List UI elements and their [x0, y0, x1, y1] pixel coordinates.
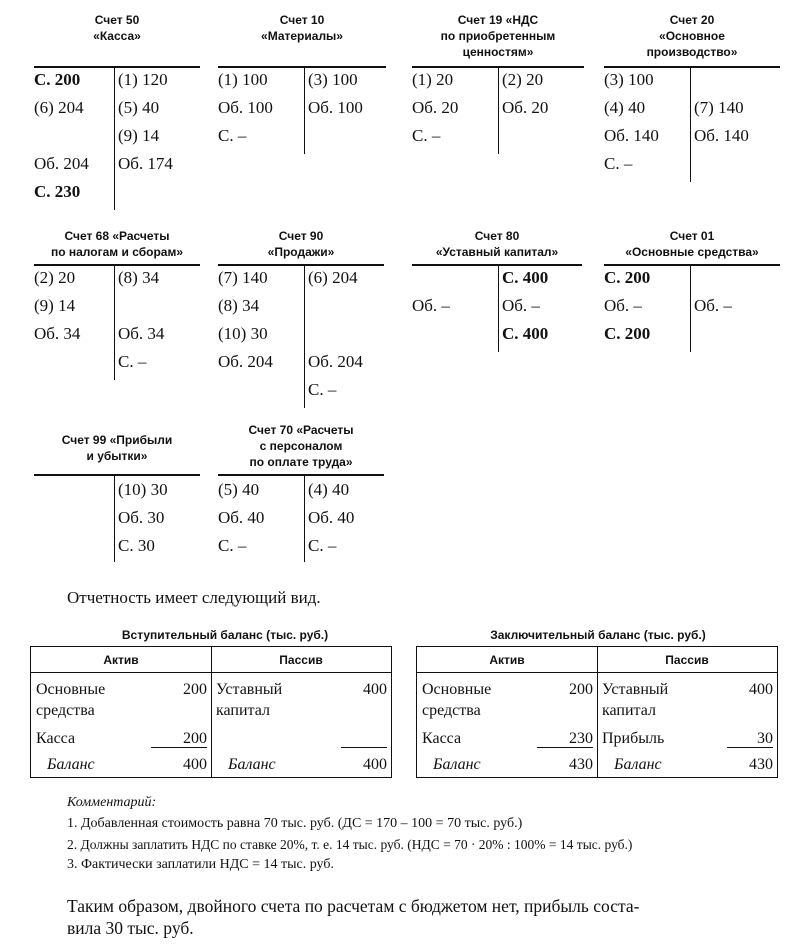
credit-entry: (10) 30 [118, 480, 168, 499]
credit-entry: Об. 30 [118, 508, 165, 527]
credit-entry: С. – [308, 536, 337, 555]
debit-entry: (2) 20 [34, 268, 76, 287]
credit-entry: С. 30 [118, 536, 155, 555]
liability-label: Уставный [602, 681, 669, 698]
credit-entry: Об. 204 [308, 352, 363, 371]
opening-balance-title: Вступительный баланс (тыс. руб.) [121, 628, 329, 642]
debit-entry: С. – [218, 536, 247, 555]
debit-entry: (10) 30 [218, 324, 268, 343]
account-title: Счет 70 «Расчеты с персоналом по оплате труда» [248, 423, 354, 469]
liability-label: Уставный [216, 681, 283, 698]
account-title: Счет 01 «Основные средства» [625, 229, 759, 259]
aktiv-header: Актив [103, 653, 139, 667]
debit-entry: Об. – [412, 296, 450, 315]
credit-entry: Об. 100 [308, 98, 363, 117]
debit-entry: С. 200 [604, 324, 651, 343]
debit-entry: (3) 100 [604, 70, 654, 89]
credit-entry: (7) 140 [694, 98, 744, 117]
debit-entry: (5) 40 [218, 480, 260, 499]
asset-label: Основные [422, 681, 492, 698]
comment-heading: Комментарий: [67, 795, 157, 810]
passiv-header: Пассив [279, 653, 323, 667]
account-title: Счет 99 «Прибыли и убытки» [61, 433, 173, 463]
balance-value: 400 [363, 756, 387, 773]
balance-label: Баланс [614, 756, 662, 773]
debit-entry: (1) 100 [218, 70, 268, 89]
balance-value: 430 [749, 756, 773, 773]
credit-entry: С. 400 [502, 268, 549, 287]
account-title: Счет 90 «Продажи» [267, 229, 335, 259]
credit-entry: С. – [118, 352, 147, 371]
balance-value: 400 [183, 756, 207, 773]
comment-line: 3. Фактически заплатили НДС = 14 тыс. руб. [67, 857, 334, 872]
account-divider [114, 476, 115, 562]
account-top-rule [34, 474, 200, 476]
credit-entry: (8) 34 [118, 268, 160, 287]
closing-balance-table [416, 646, 778, 778]
account-title: Счет 19 «НДС по приобретенным ценностям» [440, 13, 556, 59]
closing-balance-title: Заключительный баланс (тыс. руб.) [490, 628, 706, 642]
debit-entry: (9) 14 [34, 296, 76, 315]
debit-entry: Об. – [604, 296, 642, 315]
asset-label: средства [422, 702, 481, 719]
asset-value: 200 [183, 730, 207, 747]
conclusion-line: Таким образом, двойного счета по расчетам с бюджетом нет, прибыль соста- [67, 896, 640, 916]
asset-label: Основные [36, 681, 106, 698]
liability-label: капитал [216, 702, 270, 719]
debit-entry: С. 200 [34, 70, 81, 89]
debit-entry: Об. 20 [412, 98, 459, 117]
asset-value: 230 [569, 730, 593, 747]
debit-entry: С. – [218, 126, 247, 145]
account-divider [304, 476, 305, 562]
account-title: Счет 10 «Материалы» [261, 13, 343, 43]
account-title: Счет 80 «Уставный капитал» [435, 229, 559, 259]
credit-entry: (4) 40 [308, 480, 350, 499]
credit-entry: (3) 100 [308, 70, 358, 89]
debit-entry: Об. 40 [218, 508, 265, 527]
credit-entry: Об. 140 [694, 126, 749, 145]
account-divider [690, 266, 691, 352]
account-top-rule [218, 474, 384, 476]
credit-entry: (2) 20 [502, 70, 544, 89]
credit-entry: С. – [308, 380, 337, 399]
liability-value: 30 [757, 730, 773, 747]
credit-entry: Об. 20 [502, 98, 549, 117]
debit-entry: (6) 204 [34, 98, 84, 117]
account-title: Счет 68 «Расчеты по налогам и сборам» [50, 229, 184, 259]
credit-entry: (6) 204 [308, 268, 358, 287]
credit-entry: (1) 120 [118, 70, 168, 89]
balance-label: Баланс [433, 756, 481, 773]
account-title: Счет 50 «Касса» [93, 13, 141, 43]
asset-label: Касса [422, 730, 462, 747]
account-title: Счет 20 «Основное производство» [646, 13, 738, 59]
account-70 [218, 0, 384, 600]
account-top-rule [604, 264, 780, 266]
debit-entry: С. – [412, 126, 441, 145]
asset-value: 200 [183, 681, 207, 698]
asset-label: Касса [36, 730, 76, 747]
liability-label: Прибыль [602, 730, 665, 747]
account-99 [34, 0, 200, 600]
debit-entry: (8) 34 [218, 296, 260, 315]
credit-entry: Об. 174 [118, 154, 173, 173]
account-80 [412, 0, 582, 600]
liability-label: капитал [602, 702, 656, 719]
debit-entry: С. – [604, 154, 633, 173]
account-01 [604, 0, 780, 600]
conclusion-line: вила 30 тыс. руб. [67, 918, 194, 938]
liability-value: 400 [363, 681, 387, 698]
debit-entry: Об. 100 [218, 98, 273, 117]
liability-value: 400 [749, 681, 773, 698]
balance-label: Баланс [228, 756, 276, 773]
balance-value: 430 [569, 756, 593, 773]
account-divider [498, 266, 499, 352]
debit-entry: С. 230 [34, 182, 81, 201]
intro-sentence: Отчетность имеет следующий вид. [67, 588, 321, 607]
debit-entry: Об. 140 [604, 126, 659, 145]
credit-entry: (5) 40 [118, 98, 160, 117]
asset-value: 200 [569, 681, 593, 698]
comment-line: 2. Должны заплатить НДС по ставке 20%, т. е. 14 тыс. руб. (НДС = 70 · 20% : 100% = 14 тыс. руб.) [67, 837, 633, 852]
aktiv-header: Актив [489, 653, 525, 667]
comment-line: 1. Добавленная стоимость равна 70 тыс. руб. (ДС = 170 – 100 = 70 тыс. руб.) [67, 816, 523, 831]
credit-entry: Об. 34 [118, 324, 165, 343]
passiv-header: Пассив [665, 653, 709, 667]
credit-entry: Об. 40 [308, 508, 355, 527]
debit-entry: Об. 34 [34, 324, 81, 343]
debit-entry: (1) 20 [412, 70, 454, 89]
credit-entry: С. 400 [502, 324, 549, 343]
credit-entry: (9) 14 [118, 126, 160, 145]
debit-entry: С. 200 [604, 268, 651, 287]
debit-entry: Об. 204 [34, 154, 89, 173]
debit-entry: (7) 140 [218, 268, 268, 287]
opening-balance-table [30, 646, 392, 778]
balance-label: Баланс [47, 756, 95, 773]
asset-label: средства [36, 702, 95, 719]
credit-entry: Об. – [694, 296, 732, 315]
debit-entry: Об. 204 [218, 352, 273, 371]
account-top-rule [412, 264, 582, 266]
credit-entry: Об. – [502, 296, 540, 315]
debit-entry: (4) 40 [604, 98, 646, 117]
